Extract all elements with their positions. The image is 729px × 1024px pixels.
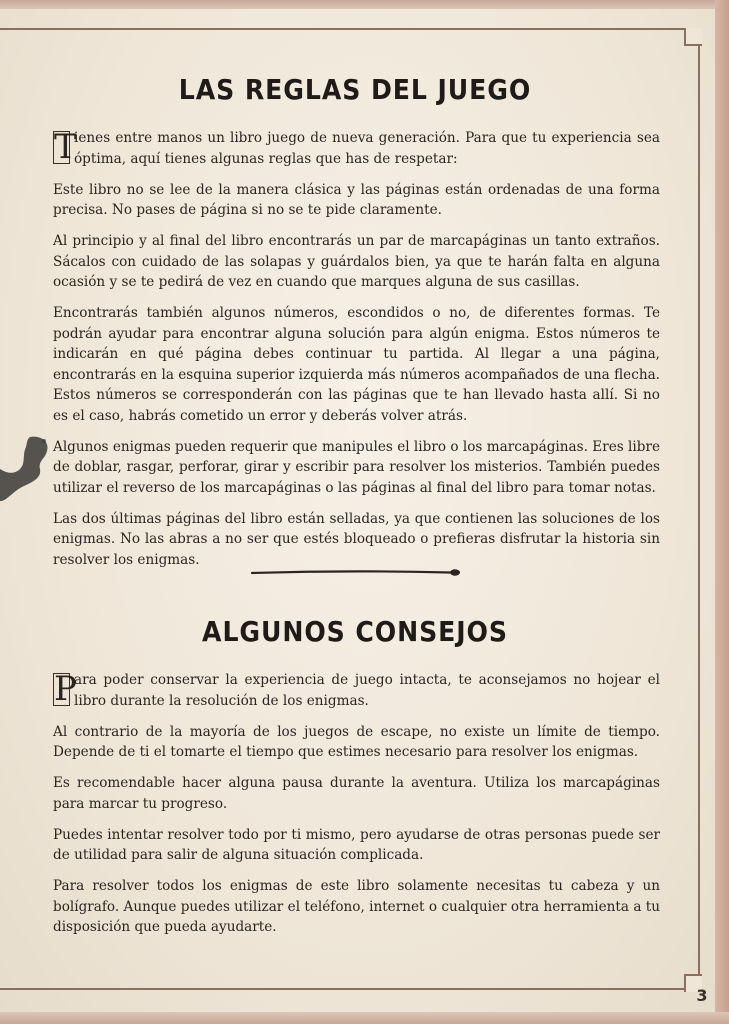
drop-cap: T bbox=[54, 127, 77, 167]
page-edge-top bbox=[0, 0, 729, 9]
rules-paragraph: Algunos enigmas pueden requerir que manipules el libro o los marcapáginas. Eres libre de doblar, rasgar, perforar, girar y escribir para resolver los misterios. También puedes utilizar el reverso de los marcapáginas o las páginas al final del libro para tomar notas. bbox=[53, 438, 660, 496]
frame-corner-top bbox=[684, 28, 702, 46]
tips-intro-paragraph bbox=[53, 670, 660, 711]
rules-intro-text: ienes entre manos un libro juego de nueva generación. Para que tu experiencia sea óptima, aquí tienes algunas reglas que has de respetar: bbox=[74, 130, 660, 167]
section-title-tips: ALGUNOS CONSEJOS bbox=[202, 615, 508, 648]
drop-cap: P bbox=[54, 669, 77, 709]
page-edge-bottom bbox=[0, 1012, 729, 1024]
tips-paragraph: Al contrario de la mayoría de los juegos de escape, no existe un límite de tiempo. Depende de ti el tomarte el tiempo que estimes necesario para resolver los enigmas. bbox=[53, 723, 660, 760]
rules-paragraph: Este libro no se lee de la manera clásica y las páginas están ordenadas de una forma precisa. No pases de página si no se te pide claramente. bbox=[53, 181, 660, 218]
tips-paragraph: Puedes intentar resolver todo por ti mismo, pero ayudarse de otras personas puede ser de utilidad para salir de alguna situación complicada. bbox=[53, 826, 660, 863]
ink-stain-icon bbox=[0, 435, 52, 503]
rules-paragraph: Al principio y al final del libro encontrarás un par de marcapáginas un tanto extraños. Sácalos con cuidado de las solapas y guárdalos bien, ya que te harán falta en alguna ocasión y se te pedirá de vez en cuando que marques alguna de sus casillas. bbox=[53, 233, 660, 290]
section-title-rules: LAS REGLAS DEL JUEGO bbox=[178, 73, 532, 106]
rules-intro-paragraph bbox=[53, 128, 660, 169]
rules-paragraph: Las dos últimas páginas del libro están selladas, ya que contienen las soluciones de los enigmas. No las abras a no ser que estés bloqueado o prefieras disfrutar la historia sin resolver los enigmas. bbox=[53, 510, 660, 568]
tips-paragraph: Para resolver todos los enigmas de este libro solamente necesitas tu cabeza y un bolígrafo. Aunque puedes utilizar el teléfono, internet o cualquier otra herramienta a tu disposición que pueda ayudarte. bbox=[53, 878, 660, 935]
tips-paragraph: Es recomendable hacer alguna pausa durante la aventura. Utiliza los marcapáginas para marcar tu progreso. bbox=[53, 775, 660, 812]
ornamental-divider-icon bbox=[250, 568, 462, 578]
tips-intro-text: ara poder conservar la experiencia de juego intacta, te aconsejamos no hojear el libro durante la resolución de los enigmas. bbox=[74, 672, 660, 709]
tips-section bbox=[53, 670, 660, 948]
page-edge-right bbox=[715, 0, 729, 1024]
rules-section bbox=[53, 128, 660, 581]
rules-paragraph: Encontrarás también algunos números, escondidos o no, de diferentes formas. Te podrán ayudar para encontrar alguna solución para algún enigma. Estos números te indicarán en qué página debes continuar tu partida. Al llegar a una página, encontrarás en la esquina superior izquierda más números acompañados de una flecha. Estos números se corresponderán con las páginas que te han llevado hasta allí. Si no es el caso, habrás cometido un error y deberás volver atrás. bbox=[53, 305, 660, 424]
page-number: 3 bbox=[696, 986, 708, 1005]
